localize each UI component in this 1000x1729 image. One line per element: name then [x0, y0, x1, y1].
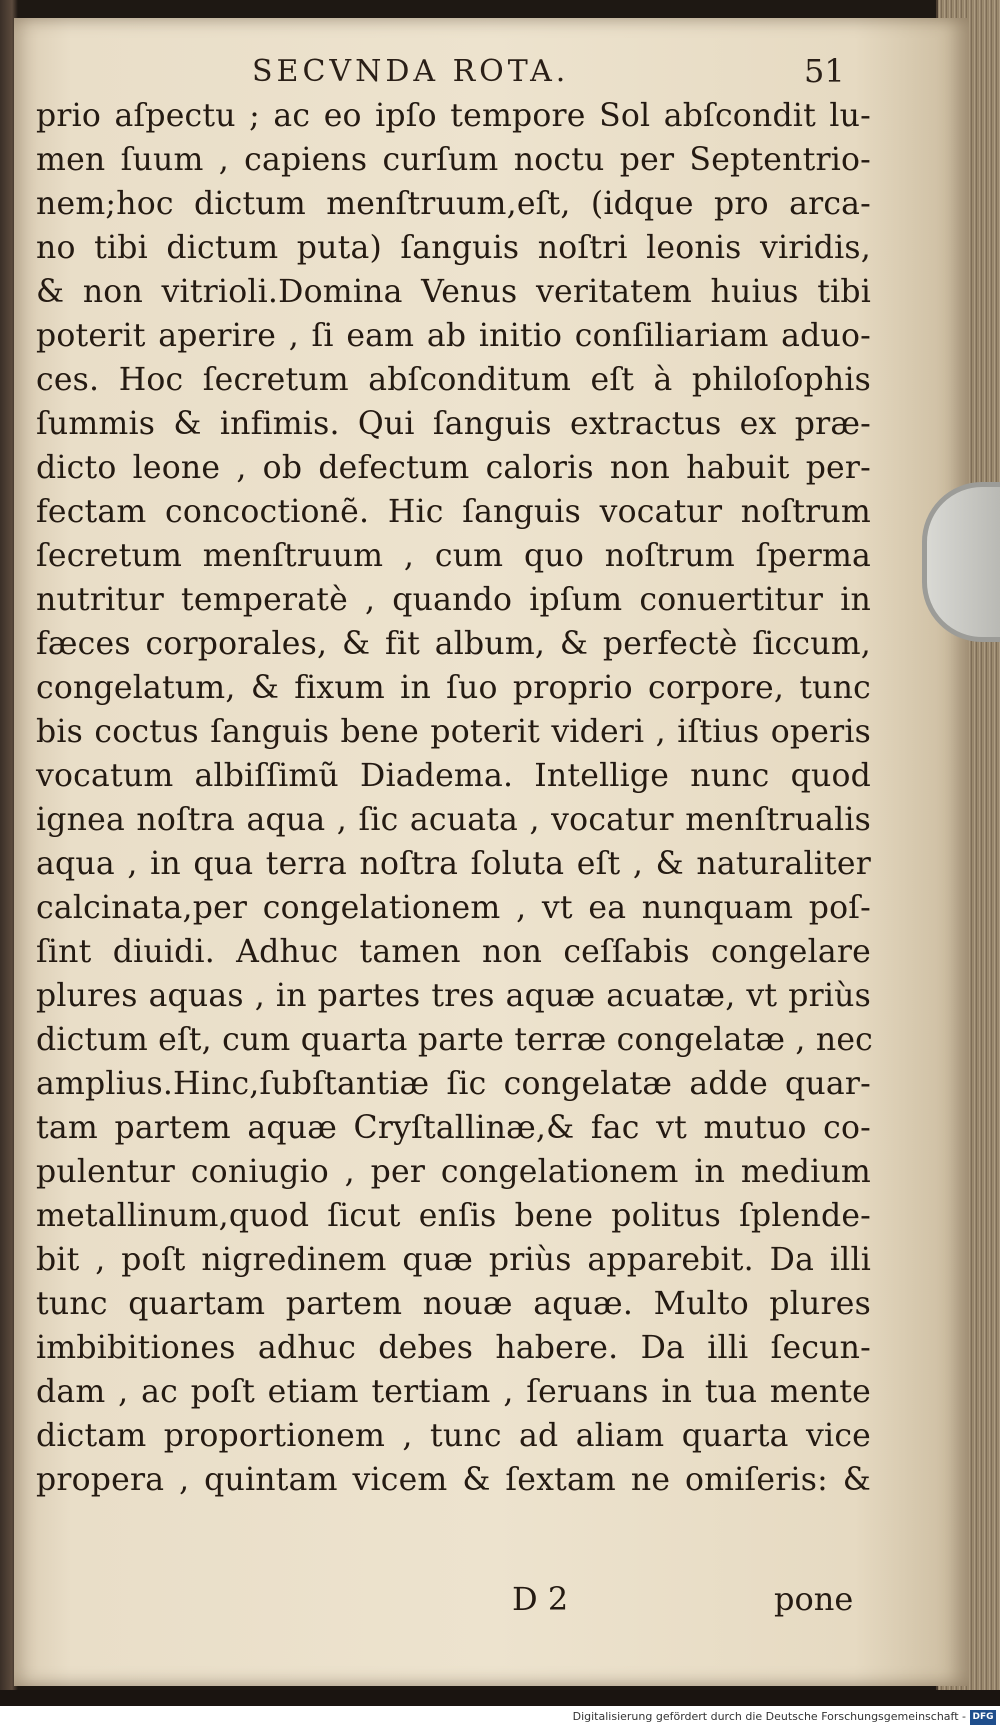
text-line: dicto leone , ob defectum caloris non habuit per-	[36, 450, 871, 486]
text-line: tunc quartam partem nouæ aquæ. Multo plures	[36, 1286, 871, 1322]
body-text	[36, 94, 874, 1502]
running-head: SECVNDA ROTA.	[252, 54, 570, 89]
text-line: ſint diuidi. Adhuc tamen non ceſſabis congelare	[36, 934, 871, 970]
signature-mark: D 2	[512, 1580, 569, 1618]
text-line: no tibi dictum puta) ſanguis noſtri leonis viridis,	[36, 230, 871, 266]
text-line: calcinata,per congelationem , vt ea nunquam poſ-	[36, 890, 871, 926]
text-line: dictam proportionem , tunc ad aliam quarta vice	[36, 1418, 871, 1454]
text-line: propera , quintam vicem & ſextam ne omiſeris: &	[36, 1462, 871, 1498]
text-line: congelatum, & fixum in ſuo proprio corpore, tunc	[36, 670, 871, 706]
text-line: nutritur temperatè , quando ipſum conuertitur in	[36, 582, 871, 618]
text-line: imbibitiones adhuc debes habere. Da illi ſecun-	[36, 1330, 871, 1366]
credit-bar	[0, 1706, 1000, 1729]
text-line: prio aſpectu ; ac eo ipſo tempore Sol abſcondit lu-	[36, 98, 871, 134]
text-line: & non vitrioli.Domina Venus veritatem huius tibi	[36, 274, 871, 310]
text-line: dictum eſt, cum quarta parte terræ congelatæ , nec	[36, 1022, 874, 1058]
text-line: plures aquas , in partes tres aquæ acuatæ, vt priùs	[36, 978, 871, 1014]
text-line: ignea noſtra aqua , ſic acuata , vocatur menſtrualis	[36, 802, 871, 838]
text-line: poterit aperire , ſi eam ab initio conſiliariam aduo-	[36, 318, 871, 354]
book-page	[14, 18, 969, 1686]
text-line: tam partem aquæ Cryſtallinæ,& fac vt mutuo co-	[36, 1110, 871, 1146]
scan-bottom-edge	[0, 1690, 1000, 1706]
text-line: dam , ac poſt etiam tertiam , ſeruans in tua mente	[36, 1374, 871, 1410]
text-line: men ſuum , capiens curſum noctu per Septentrio-	[36, 142, 871, 178]
text-line: fectam concoctionẽ. Hic ſanguis vocatur noſtrum	[36, 494, 871, 530]
text-line: nem;hoc dictum menſtruum,eſt, (idque pro arca-	[36, 186, 871, 222]
text-line: ſecretum menſtruum , cum quo noſtrum ſperma	[36, 538, 871, 574]
text-line: ces. Hoc ſecretum abſconditum eſt à philoſophis	[36, 362, 871, 398]
text-line: bis coctus ſanguis bene poterit videri , iſtius operis	[36, 714, 871, 750]
text-line: pulentur coniugio , per congelationem in medium	[36, 1154, 871, 1190]
text-line: vocatum albiſſimũ Diadema. Intellige nunc quod	[36, 758, 871, 794]
page-footer	[14, 1580, 969, 1620]
text-line: amplius.Hinc,ſubſtantiæ ſic congelatæ adde quar-	[36, 1066, 871, 1102]
page-number: 51	[804, 52, 845, 90]
page-header	[14, 54, 969, 94]
text-line: bit , poſt nigredinem quæ priùs apparebit. Da illi	[36, 1242, 871, 1278]
text-line: aqua , in qua terra noſtra ſoluta eſt , & naturaliter	[36, 846, 871, 882]
text-line: fæces corporales, & fit album, & perfectè ſiccum,	[36, 626, 871, 662]
credit-text: Digitalisierung gefördert durch die Deutsche Forschungsgemeinschaft -	[572, 1710, 966, 1723]
text-line: ſummis & infimis. Qui ſanguis extractus ex præ-	[36, 406, 871, 442]
dfg-logo: DFG	[970, 1710, 996, 1725]
text-line: metallinum,quod ſicut enſis bene politus ſplende-	[36, 1198, 871, 1234]
catchword: pone	[774, 1580, 854, 1618]
book-clasp	[922, 482, 1000, 642]
